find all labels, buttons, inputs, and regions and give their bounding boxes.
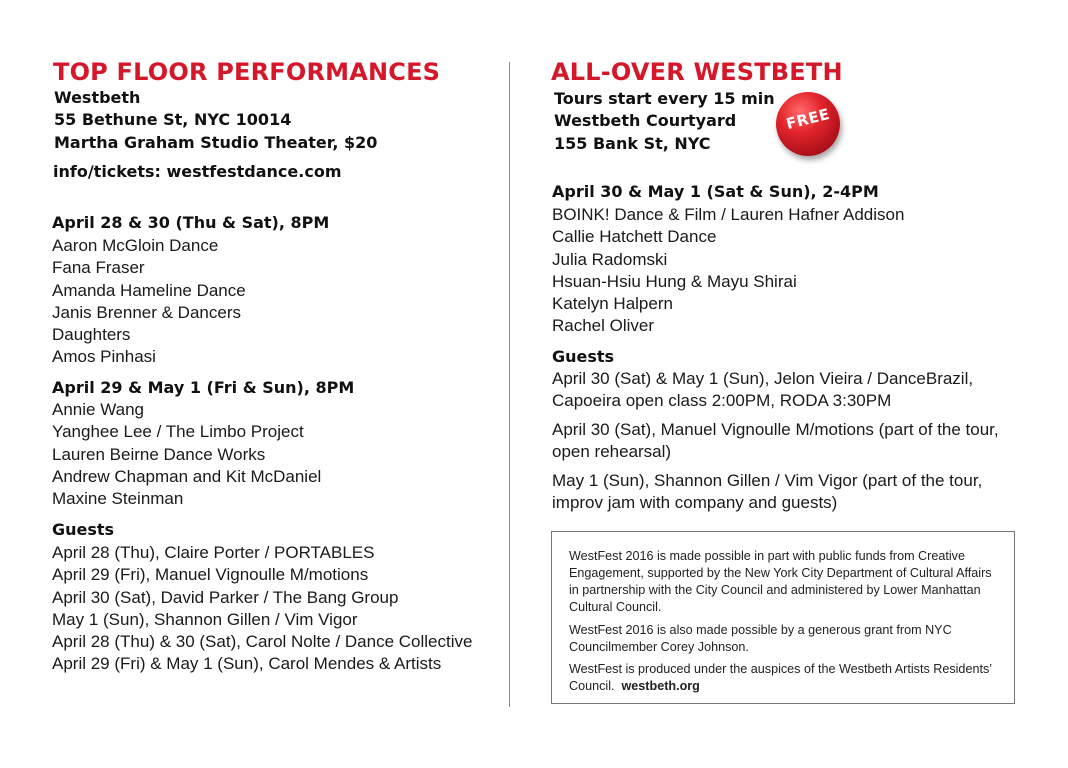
right-title: ALL-OVER WESTBETH [551,58,843,86]
list-item: Amos Pinhasi [52,347,156,367]
program2-list [52,399,321,510]
right-venue-line: 155 Bank St, NYC [554,133,711,153]
list-item: May 1 (Sun), Shannon Gillen / Vim Vigor [52,609,358,629]
list-item: Fana Fraser [52,258,145,278]
right-program-heading: April 30 & May 1 (Sat & Sun), 2-4PM [552,182,879,201]
guest-entry-line: improv jam with company and guests) [552,493,838,513]
notice-text: WestFest is produced under the auspices of the Westbeth Artists Residents’ Council. [569,662,992,694]
program1-list [52,235,246,369]
list-item: Aaron McGloin Dance [52,236,219,255]
free-badge-label: FREE [784,104,832,134]
right-venue-line: Tours start every 15 min [554,89,775,108]
guest-entry-line: April 30 (Sat) & May 1 (Sun), Jelon Vieira / DanceBrazil, [552,369,974,388]
list-item: Maxine Steinman [52,489,184,509]
list-item: April 30 (Sat), David Parker / The Bang Group [52,587,399,607]
right-program-list [552,204,904,338]
right-guest-entry [552,419,999,464]
program2-heading: April 29 & May 1 (Fri & Sun), 8PM [52,378,355,397]
left-guests-heading: Guests [52,520,115,539]
notice-paragraph [569,661,998,695]
list-item: Annie Wang [52,400,144,419]
free-badge [776,92,840,156]
left-venue-line: 55 Bethune St, NYC 10014 [54,110,292,130]
guest-entry-line: May 1 (Sun), Shannon Gillen / Vim Vigor (part of the tour, [552,471,983,490]
program1-heading: April 28 & 30 (Thu & Sat), 8PM [52,213,330,232]
list-item: Julia Radomski [552,249,668,269]
list-item: Yanghee Lee / The Limbo Project [52,422,304,442]
list-item: Janis Brenner & Dancers [52,302,241,322]
left-venue-line: Martha Graham Studio Theater, $20 [54,132,378,152]
column-divider [509,62,510,707]
left-guests-list [52,542,472,676]
right-guests-heading: Guests [552,347,615,366]
list-item: Daughters [52,325,131,345]
list-item: April 29 (Fri), Manuel Vignoulle M/motions [52,565,369,585]
left-info-tickets: info/tickets: westfestdance.com [53,162,342,181]
right-venue-line: Westbeth Courtyard [554,111,737,131]
funding-notice [551,531,1015,704]
right-guest-entry [552,368,973,413]
list-item: April 28 (Thu) & 30 (Sat), Carol Nolte / Dance Collective [52,632,473,652]
notice-paragraph: WestFest 2016 is also made possible by a generous grant from NYC Councilmember Corey Johnson. [569,622,952,654]
list-item: Katelyn Halpern [552,294,673,314]
list-item: April 28 (Thu), Claire Porter / PORTABLES [52,543,375,562]
right-venue [554,88,775,155]
list-item: Callie Hatchett Dance [552,227,717,247]
list-item: April 29 (Fri) & May 1 (Sun), Carol Mendes & Artists [52,654,442,674]
list-item: Rachel Oliver [552,316,655,336]
left-venue-line: Westbeth [54,88,141,107]
list-item: Andrew Chapman and Kit McDaniel [52,466,322,486]
guest-entry-line: open rehearsal) [552,442,672,462]
list-item: Amanda Hameline Dance [52,280,246,300]
right-guest-entry [552,470,982,515]
guest-entry-line: Capoeira open class 2:00PM, RODA 3:30PM [552,391,892,411]
westbeth-link[interactable]: westbeth.org [621,679,700,694]
left-venue [54,87,377,154]
notice-paragraph: WestFest 2016 is made possible in part with public funds from Creative Engagement, supported by the New York City Department of Cultural Affairs in partnership with the City Council and administered by Lower Manhattan Cultural Council. [569,549,992,614]
list-item: BOINK! Dance & Film / Lauren Hafner Addison [552,205,905,224]
left-title: TOP FLOOR PERFORMANCES [53,58,441,86]
guest-entry-line: April 30 (Sat), Manuel Vignoulle M/motions (part of the tour, [552,420,999,439]
list-item: Lauren Beirne Dance Works [52,444,266,464]
list-item: Hsuan-Hsiu Hung & Mayu Shirai [552,271,797,291]
